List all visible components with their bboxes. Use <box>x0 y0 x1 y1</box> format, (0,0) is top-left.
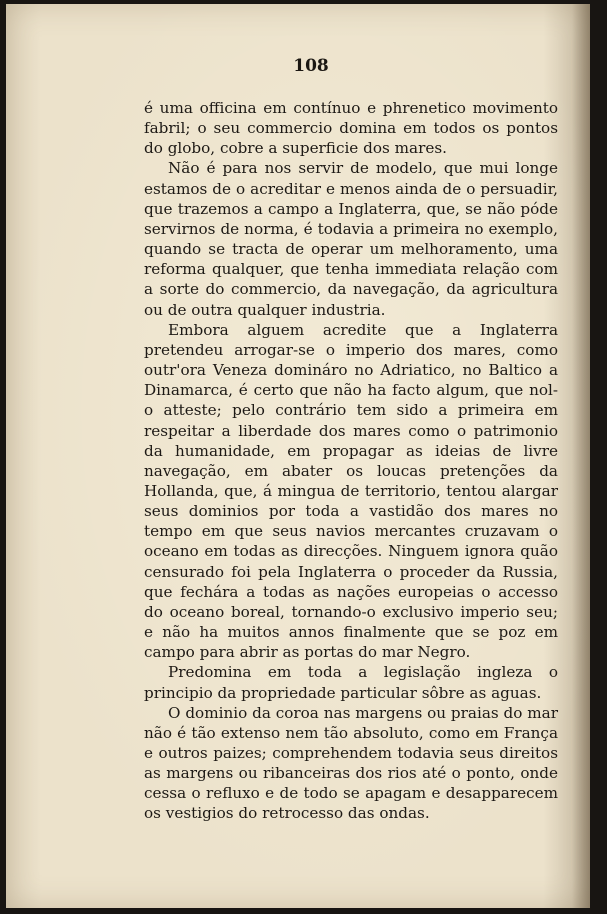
body-text <box>144 98 558 824</box>
page-number: 108 <box>293 56 329 76</box>
paragraph-4: Predomina em toda a legislação ingleza o principio da propriedade particular sôbre as aguas. <box>144 663 558 702</box>
page-gutter-shadow <box>572 4 590 908</box>
paragraph-2: Não é para nos servir de modelo, que mui longe estamos de o acreditar e menos ainda de o persuadir, que trazemos a campo a Inglaterra, que, se não póde servirnos de norma, é todavia a primeira no exemplo, quando se tracta de operar um melhoramento, uma reforma qualquer, que tenha immediata relação com a sorte do commercio, da navegação, da agricultura ou de outra qualquer industria. <box>144 159 558 319</box>
paragraph-5: O dominio da coroa nas margens ou praias do mar não é tão extenso nem tão absoluto, como em França e outros paizes; comprehendem todavia seus direitos as margens ou ribanceiras dos rios até o ponto, onde cessa o refluxo e de todo se apagam e desapparecem os vestigios do retrocesso das ondas. <box>144 703 558 823</box>
paragraph-1: é uma officina em contínuo e phrenetico movimento fabril; o seu commercio domina em todos os pontos do globo, cobre a superficie dos mares. <box>144 99 558 158</box>
paragraph-3: Embora alguem acredite que a Inglaterra pretendeu arrogar-se o imperio dos mares, como outr'ora Veneza domináro no Adriatico, no Baltico a Dinamarca, é certo que não ha facto algum, que nol-o atteste; pelo contrário tem sido a primeira em respeitar a liberdade dos mares como o patrimonio da humanidade, em propagar as ideias de livre navegação, em abater os loucas pretenções da Hollanda, que, á mingua de territorio, tentou alargar seus dominios por toda a vastidão dos mares no tempo em que seus navios mercantes cruzavam o oceano em todas as direcções. Ninguem ignora quão censurado foi pela Inglaterra o proceder da Russia, que fechára a todas as nações europeias o accesso do oceano boreal, tornando-o exclusivo imperio seu; e não ha muitos annos finalmente que se poz em campo para abrir as portas do mar Negro. <box>144 320 558 662</box>
book-page <box>6 4 590 908</box>
